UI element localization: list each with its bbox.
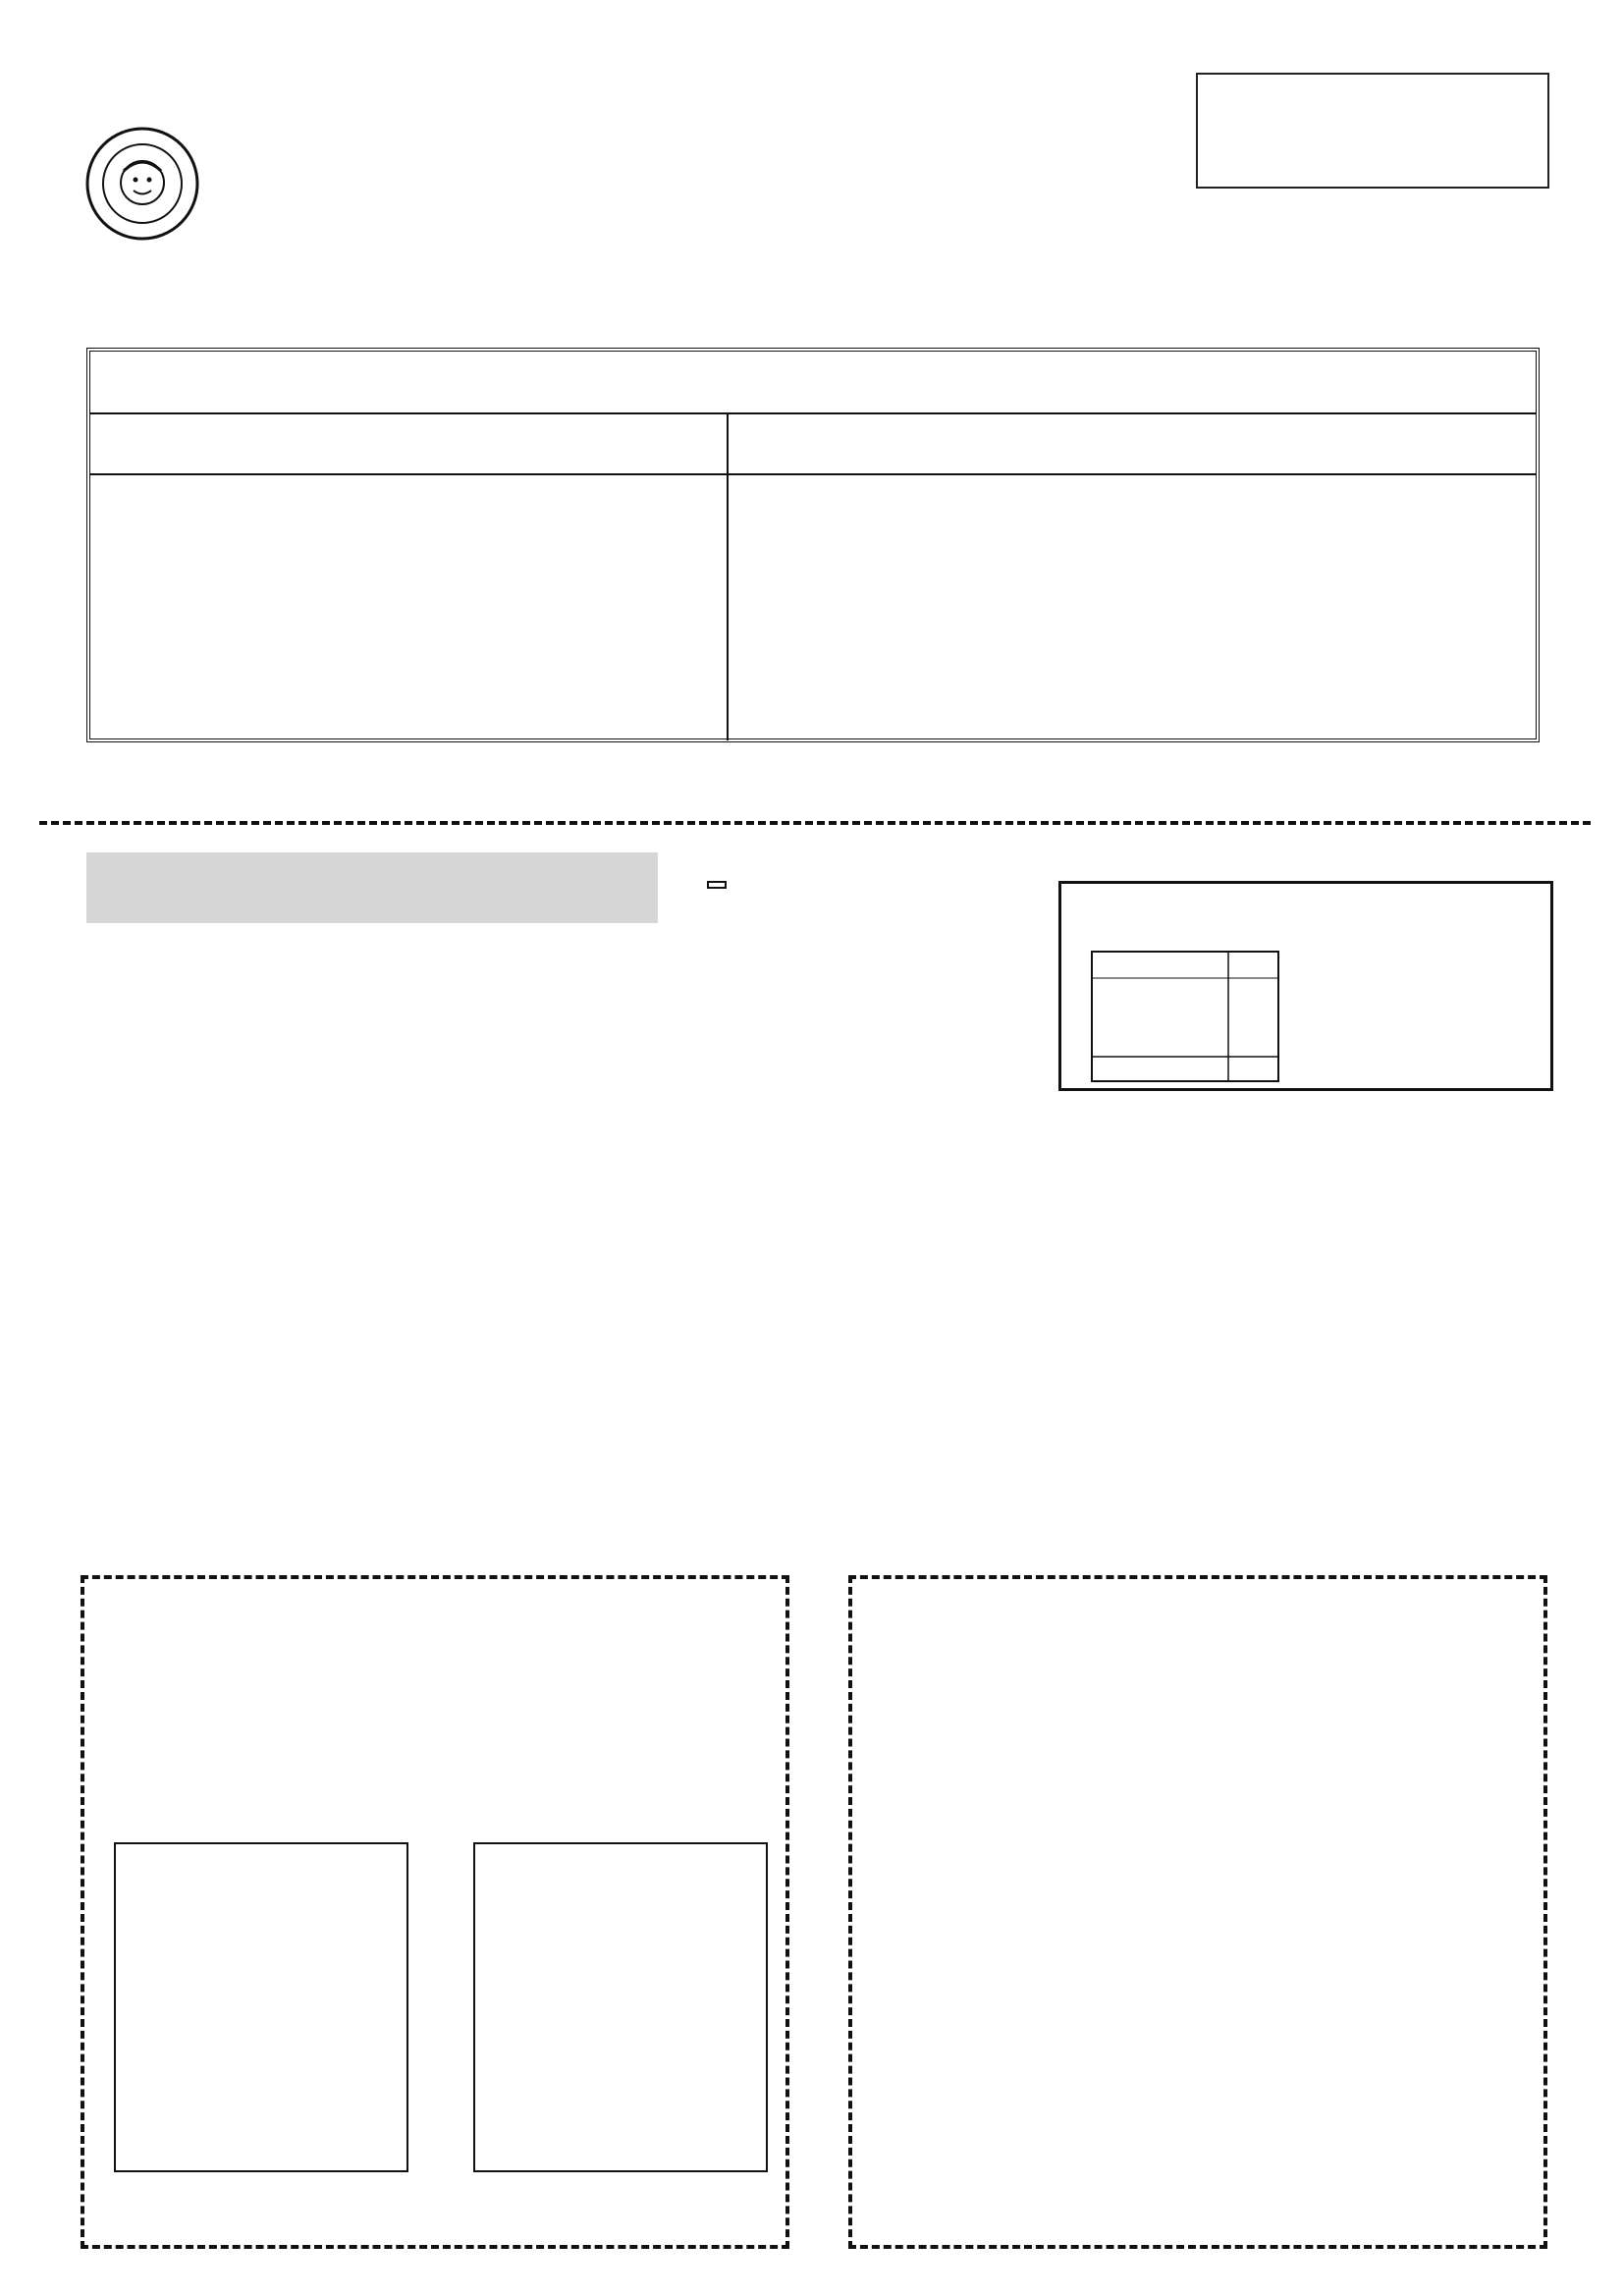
qr-card-infant <box>114 1842 408 2172</box>
section-title <box>86 852 658 923</box>
qr-card-elementary <box>473 1842 768 2172</box>
qr-code-elementary[interactable] <box>520 1913 727 2119</box>
line-box <box>848 1575 1547 2249</box>
detail-clothes <box>88 1066 1581 1097</box>
detail-join <box>88 1161 1581 1192</box>
cut-line <box>39 821 1591 825</box>
detail-date <box>88 1002 1581 1033</box>
schedule-header <box>90 352 1536 414</box>
column-time <box>729 412 1536 475</box>
schedule-table <box>86 348 1540 742</box>
section-note <box>707 881 727 889</box>
detail-target <box>88 1034 1581 1066</box>
detail-items <box>88 1098 1581 1129</box>
detail-perk <box>88 1193 1581 1225</box>
detail-fee <box>88 1129 1581 1161</box>
signup-box <box>81 1575 789 2249</box>
detail-place <box>88 970 1581 1002</box>
class-details <box>88 970 1581 1225</box>
qr-code-infant[interactable] <box>161 1913 367 2119</box>
column-divider <box>727 412 729 740</box>
line-qr-code[interactable] <box>1265 1909 1471 2115</box>
contact-box <box>1196 73 1549 189</box>
column-date <box>90 412 727 475</box>
company-logo <box>84 126 200 242</box>
